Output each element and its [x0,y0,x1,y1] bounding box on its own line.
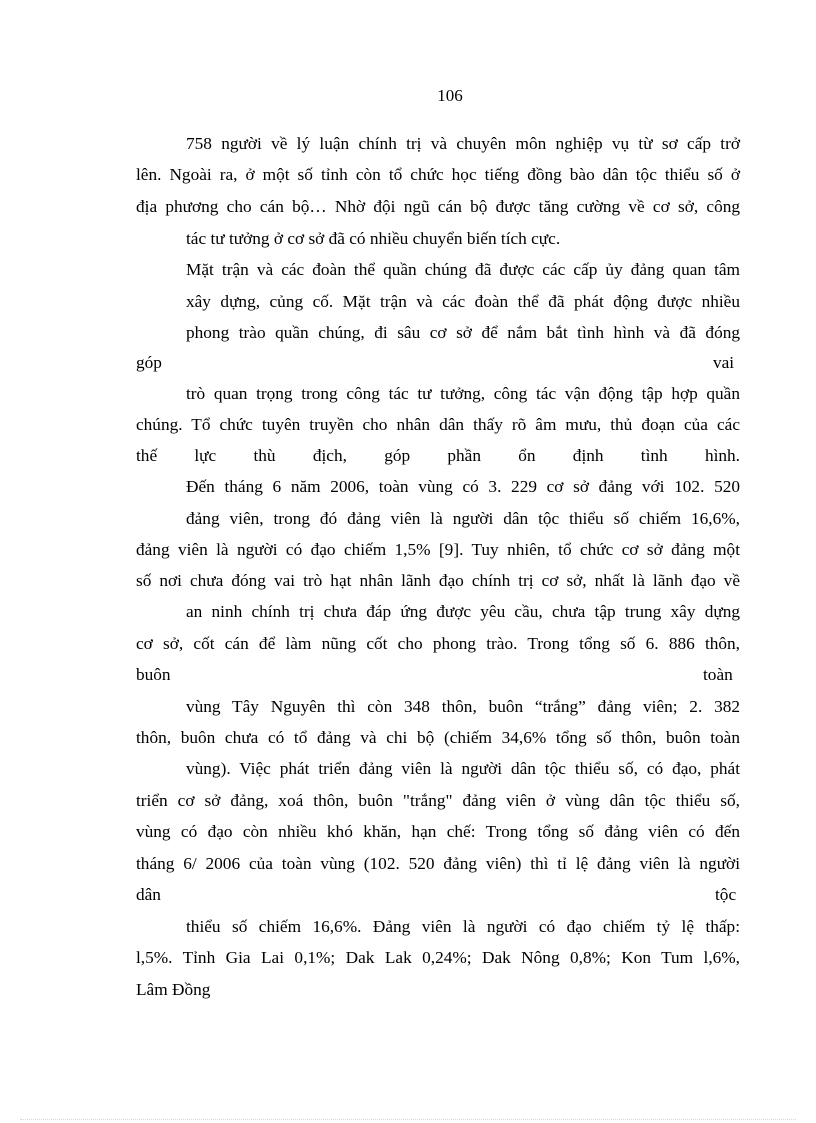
text-line-1: 758 người về lý luận chính trị và chuyên môn nghiệp vụ từ sơ cấp trở [186,134,740,153]
text-line-19: vùng Tây Nguyên thì còn 348 thôn, buôn “trắng” đảng viên; 2. 382 [186,697,740,716]
text-line-21: vùng). Việc phát triển đảng viên là người dân tộc thiểu số, có đạo, phát [186,759,740,778]
text-line-10: chúng. Tổ chức tuyên truyền cho nhân dân thấy rõ âm mưu, thủ đoạn của các [136,415,740,434]
text-line-17: cơ sở, cốt cán để làm nũng cốt cho phong trào. Trong tổng số 6. 886 thôn, [136,634,740,653]
text-line-12: Đến tháng 6 năm 2006, toàn vùng có 3. 229 cơ sở đảng với 102. 520 [186,477,740,496]
text-line-18a: buôn [136,665,171,684]
text-line-9: trò quan trọng trong công tác tư tưởng, công tác vận động tập hợp quần [186,384,740,403]
text-line-27: l,5%. Tỉnh Gia Lai 0,1%; Dak Lak 0,24%; Dak Nông 0,8%; Kon Tum l,6%, [136,948,740,967]
text-line-28: Lâm Đồng [136,980,211,999]
bottom-rule [20,1119,796,1120]
text-line-22: triển cơ sở đảng, xoá thôn, buôn "trắng" đảng viên ở vùng dân tộc thiểu số, [136,791,740,810]
text-line-7: phong trào quần chúng, đi sâu cơ sở để nắm bắt tình hình và đã đóng [186,323,740,342]
text-line-15: số nơi chưa đóng vai trò hạt nhân lãnh đạo chính trị cơ sở, nhất là lãnh đạo về [136,571,740,590]
text-line-25b: tộc [715,885,737,904]
text-line-26: thiểu số chiếm 16,6%. Đảng viên là người có đạo chiếm tỷ lệ thấp: [186,917,740,936]
text-line-23: vùng có đạo còn nhiều khó khăn, hạn chế: Trong tổng số đảng viên có đến [136,822,740,841]
text-line-20: thôn, buôn chưa có tổ đảng và chi bộ (chiếm 34,6% tổng số thôn, buôn toàn [136,728,740,747]
text-line-14: đảng viên là người có đạo chiếm 1,5% [9]. Tuy nhiên, tổ chức cơ sở đảng một [136,540,740,559]
text-line-4: tác tư tưởng ở cơ sở đã có nhiều chuyển biến tích cực. [186,229,561,248]
text-line-8b: vai [713,353,735,372]
text-line-3: địa phương cho cán bộ… Nhờ đội ngũ cán bộ được tăng cường về cơ sở, công [136,197,740,216]
text-line-13: đảng viên, trong đó đảng viên là người dân tộc thiểu số chiếm 16,6%, [186,509,740,528]
text-line-25a: dân [136,885,161,904]
text-line-24: tháng 6/ 2006 của toàn vùng (102. 520 đảng viên) thì tỉ lệ đảng viên là người [136,854,740,873]
text-line-2: lên. Ngoài ra, ở một số tỉnh còn tổ chức học tiếng đồng bào dân tộc thiểu số ở [136,165,740,184]
page-number: 106 [437,86,463,105]
text-line-8a: góp [136,353,162,372]
text-line-6: xây dựng, củng cố. Mặt trận và các đoàn thể đã phát động được nhiều [186,292,740,311]
text-line-11: thế lực thù địch, góp phần ổn định tình hình. [136,446,740,465]
text-line-5: Mặt trận và các đoàn thể quần chúng đã được các cấp ủy đảng quan tâm [186,260,740,279]
text-line-18b: toàn [703,665,733,684]
text-line-16: an ninh chính trị chưa đáp ứng được yêu cầu, chưa tập trung xây dựng [186,602,740,621]
